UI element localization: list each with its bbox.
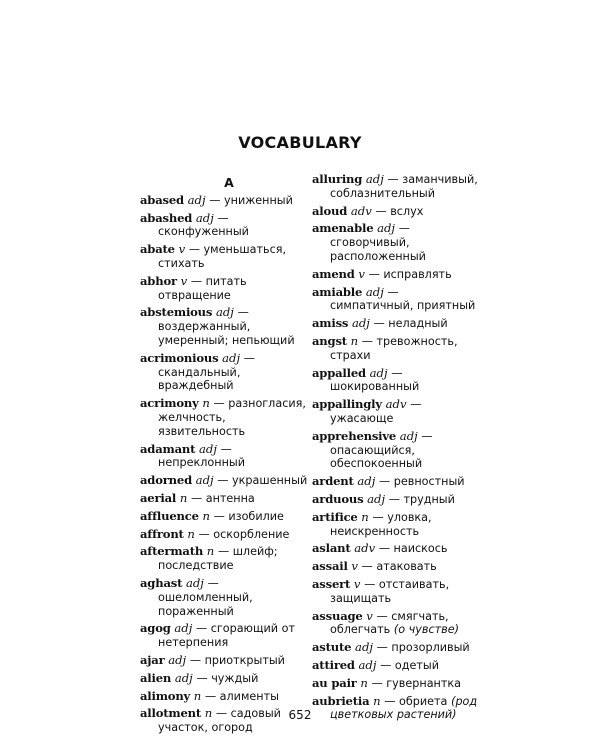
dictionary-entry	[312, 286, 484, 314]
dictionary-entry	[140, 654, 310, 668]
entry-headword: amiable	[312, 284, 363, 299]
entry-part-of-speech: adj	[357, 474, 376, 489]
entry-part-of-speech: adv	[354, 541, 376, 556]
entry-part-of-speech: v	[353, 576, 361, 591]
dictionary-entry	[312, 430, 484, 471]
entry-definition: — уменьшаться, стихать	[158, 243, 287, 270]
entry-part-of-speech: n	[204, 706, 213, 721]
entry-headword: abate	[140, 242, 175, 257]
entry-definition: — униженный	[209, 193, 293, 207]
entry-part-of-speech: n	[187, 526, 195, 541]
dictionary-entry	[312, 610, 484, 638]
entry-note: (род цветковых растений)	[330, 694, 478, 722]
entry-headword: alimony	[140, 688, 191, 703]
entry-headword: affluence	[140, 508, 199, 523]
entry-definition: — одетый	[380, 658, 439, 672]
dictionary-entry	[312, 475, 484, 489]
entry-headword: artifice	[312, 509, 358, 524]
entry-part-of-speech: adj	[195, 210, 214, 225]
dictionary-entry	[312, 222, 484, 263]
entry-definition: — садовый участок, огород	[158, 707, 281, 735]
dictionary-entry	[312, 173, 484, 201]
entry-definition: — атаковать	[361, 560, 437, 574]
entry-headword: assail	[312, 559, 348, 574]
entry-part-of-speech: n	[373, 693, 381, 708]
entry-headword: amenable	[312, 221, 374, 236]
entry-definition: — сконфуженный	[158, 211, 249, 239]
dictionary-entry	[312, 268, 484, 282]
entry-definition: — шлейф; последствие	[158, 545, 278, 573]
entry-headword: aloud	[312, 203, 348, 218]
entry-definition: — исправлять	[368, 267, 452, 281]
entry-part-of-speech: adj	[351, 316, 370, 331]
entry-definition: — вслух	[375, 204, 424, 218]
entry-part-of-speech: v	[180, 273, 188, 288]
dictionary-entry	[312, 659, 484, 673]
entry-definition: — непреклонный	[158, 442, 245, 470]
entry-headword: assuage	[312, 608, 363, 623]
entry-part-of-speech: adj	[358, 657, 377, 672]
entry-headword: appalled	[312, 365, 366, 380]
entry-part-of-speech: adj	[365, 284, 384, 299]
entry-part-of-speech: adv	[385, 397, 407, 412]
entry-part-of-speech: v	[366, 608, 373, 623]
section-letter: A	[224, 175, 234, 190]
entry-part-of-speech: adj	[377, 221, 396, 236]
entry-definition: — симпатичный, приятный	[330, 285, 476, 313]
dictionary-entry	[312, 317, 484, 331]
dictionary-entry	[312, 511, 484, 539]
right-column	[312, 173, 484, 726]
entry-definition: — тревожность, страхи	[330, 334, 458, 362]
dictionary-entry	[140, 577, 310, 618]
entry-headword: amend	[312, 266, 355, 281]
dictionary-entry	[140, 194, 310, 208]
entry-part-of-speech: n	[360, 675, 368, 690]
dictionary-entry	[140, 212, 310, 240]
entry-headword: adamant	[140, 441, 196, 456]
entry-definition: — прозорливый	[376, 641, 470, 655]
dictionary-entry	[140, 275, 310, 303]
entry-headword: abhor	[140, 273, 177, 288]
entry-definition: — оскорбление	[198, 527, 290, 541]
dictionary-entry	[140, 545, 310, 573]
dictionary-entry	[140, 443, 310, 471]
dictionary-entry	[140, 352, 310, 393]
entry-headword: aubrietia	[312, 693, 370, 708]
entry-part-of-speech: v	[358, 266, 365, 281]
entry-definition: — отстаивать, защищать	[330, 577, 450, 605]
dictionary-entry	[140, 528, 310, 542]
dictionary-entry	[312, 641, 484, 655]
dictionary-entry	[312, 335, 484, 363]
dictionary-entry	[312, 560, 484, 574]
entry-headword: apprehensive	[312, 428, 397, 443]
dictionary-entry	[312, 398, 484, 426]
entry-definition: — скандальный, враждебный	[158, 351, 255, 393]
entry-headword: allotment	[140, 706, 202, 721]
entry-definition: — сгорающий от нетерпения	[158, 622, 295, 650]
entry-headword: aerial	[140, 490, 177, 505]
entry-headword: ajar	[140, 652, 165, 667]
entry-part-of-speech: n	[193, 688, 202, 703]
entry-headword: alien	[140, 670, 172, 685]
entry-definition: — обриета	[384, 694, 448, 708]
entry-part-of-speech: adj	[185, 575, 204, 590]
entry-headword: adorned	[140, 473, 192, 488]
entry-headword: abased	[140, 192, 184, 207]
dictionary-entry	[312, 542, 484, 556]
entry-headword: acrimony	[140, 396, 199, 411]
left-column	[140, 176, 310, 739]
entry-part-of-speech: v	[351, 559, 358, 574]
dictionary-entry	[140, 243, 310, 271]
entry-definition: — ревностный	[379, 475, 465, 489]
entry-part-of-speech: adj	[187, 192, 206, 207]
entry-headword: astute	[312, 640, 352, 655]
entry-part-of-speech: n	[361, 509, 369, 524]
dictionary-entry	[140, 622, 310, 650]
entry-definition: — украшенный	[217, 474, 308, 488]
entry-part-of-speech: n	[179, 490, 188, 505]
entry-definition: — неладный	[373, 317, 448, 331]
entry-headword: agog	[140, 621, 171, 636]
entry-headword: aftermath	[140, 544, 204, 559]
entry-headword: arduous	[312, 491, 364, 506]
entry-part-of-speech: adj	[168, 652, 187, 667]
entry-part-of-speech: n	[350, 333, 359, 348]
entry-part-of-speech: adj	[369, 365, 388, 380]
entry-definition: — смягчать, облегчать	[330, 609, 449, 637]
entry-definition: — шокированный	[330, 366, 420, 394]
entry-headword: aslant	[312, 541, 351, 556]
entry-definition: — гувернантка	[371, 676, 461, 690]
entry-headword: abashed	[140, 210, 193, 225]
dictionary-entry	[140, 510, 310, 524]
entry-headword: appallingly	[312, 397, 382, 412]
entry-headword: ardent	[312, 474, 354, 489]
entry-headword: attired	[312, 657, 355, 672]
entry-part-of-speech: v	[178, 242, 186, 257]
entry-part-of-speech: adv	[350, 203, 372, 218]
entry-part-of-speech: adj	[222, 350, 241, 365]
entry-part-of-speech: n	[202, 396, 210, 411]
entry-definition: — наискось	[378, 542, 448, 556]
entry-part-of-speech: adj	[198, 441, 217, 456]
entry-definition: — чуждый	[196, 671, 259, 685]
dictionary-entry	[140, 492, 310, 506]
entry-definition: — ошеломленный, пораженный	[158, 576, 253, 618]
entry-definition: — трудный	[388, 492, 455, 506]
dictionary-entry	[140, 474, 310, 488]
dictionary-entry	[312, 493, 484, 507]
entry-definition: — сговорчивый, расположенный	[330, 222, 426, 263]
entry-definition: — алименты	[204, 689, 279, 703]
entry-part-of-speech: adj	[174, 670, 193, 685]
entry-part-of-speech: n	[206, 544, 215, 559]
entry-part-of-speech: adj	[174, 621, 193, 636]
entry-part-of-speech: adj	[367, 491, 386, 506]
dictionary-entry	[312, 367, 484, 395]
entry-definition: — опасающийся, обеспокоенный	[330, 429, 433, 471]
entry-headword: aghast	[140, 575, 183, 590]
page-number: 652	[288, 708, 312, 722]
entry-headword: au pair	[312, 675, 357, 690]
entry-headword: amiss	[312, 316, 349, 331]
entry-definition: — заманчивый, соблазнительный	[330, 173, 478, 200]
dictionary-entry	[140, 690, 310, 704]
entry-headword: affront	[140, 526, 184, 541]
entry-definition: — питать отвращение	[158, 274, 247, 302]
dictionary-entry	[312, 578, 484, 606]
entry-definition: — приоткрытый	[189, 653, 285, 667]
dictionary-entry	[140, 672, 310, 686]
dictionary-entry	[140, 306, 310, 347]
entry-definition: — антенна	[190, 491, 255, 505]
entry-part-of-speech: adj	[399, 428, 418, 443]
entry-definition: — изобилие	[213, 509, 284, 523]
entry-headword: assert	[312, 576, 351, 591]
entry-definition: — воздержанный, умеренный; непьющий	[158, 306, 295, 347]
entry-headword: alluring	[312, 172, 363, 186]
entry-part-of-speech: n	[202, 508, 210, 523]
page-title: VOCABULARY	[238, 133, 362, 152]
entry-part-of-speech: adj	[215, 305, 234, 320]
entry-definition: — ужасающе	[330, 398, 422, 425]
entry-headword: acrimonious	[140, 350, 219, 365]
entry-part-of-speech: adj	[365, 172, 384, 186]
entry-headword: angst	[312, 333, 347, 348]
dictionary-entry	[312, 205, 484, 219]
entry-part-of-speech: adj	[355, 640, 373, 655]
entry-definition: — разногласия, желчность, язвительность	[158, 397, 306, 438]
entry-headword: abstemious	[140, 305, 213, 320]
entry-definition: — уловка, неискренность	[330, 510, 432, 538]
entry-note: (о чувстве)	[393, 623, 460, 637]
dictionary-entry	[312, 677, 484, 691]
dictionary-entry	[140, 397, 310, 438]
entry-part-of-speech: adj	[195, 473, 214, 488]
